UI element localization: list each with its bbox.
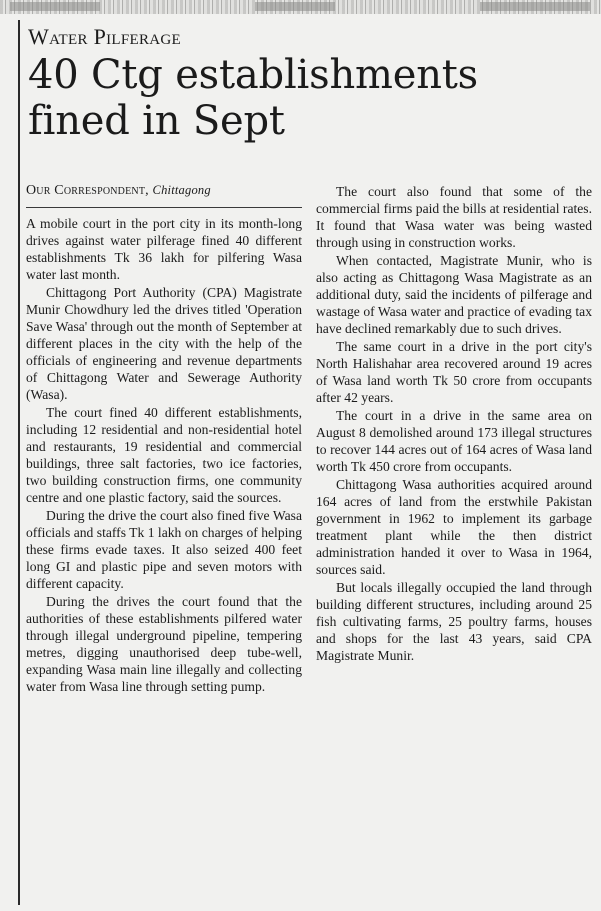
paragraph: Chittagong Wasa authorities acquired around 164 acres of land from the erstwhile Pakistan government in 1962 to implement its garbage treatment plant while the then district administration handed it over to Wasa in 1964, sources said. (316, 477, 592, 577)
paragraph: A mobile court in the port city in its month-long drives against water pilferage fined 40 different establishments Tk 36 lakh for pilfering Wasa water last month. (26, 216, 302, 282)
byline-author: Our Correspondent, (26, 183, 149, 198)
article-body (26, 182, 592, 696)
article-kicker: Water Pilferage (28, 24, 181, 49)
paragraph: The court fined 40 different establishments, including 12 residential and non-residential hotel and restaurants, 19 residential and commercial buildings, three salt factories, two ice factories, two building construction firms, one community centre and one plastic factory, said the sources. (26, 405, 302, 505)
article-column-right (316, 182, 592, 696)
paragraph: When contacted, Magistrate Munir, who is also acting as Chittagong Wasa Magistrate as an additional duty, said the incidents of pilferage and wastage of Wasa water and practice of evading tax have declined remarkably due to such drives. (316, 253, 592, 336)
byline-divider (26, 207, 302, 208)
paragraph: The same court in a drive in the port city's North Halishahar area recovered around 19 acres of Wasa land worth Tk 50 crore from occupants after 42 years. (316, 339, 592, 405)
paragraph: But locals illegally occupied the land through building different structures, including around 25 fish cultivating farms, 25 poultry farms, houses and shops for the last 43 years, said CPA Magistrate Munir. (316, 580, 592, 663)
paragraph: The court also found that some of the commercial firms paid the bills at residential rates. It found that Wasa water was being wasted through using in construction works. (316, 184, 592, 250)
scan-edge-mark (10, 2, 100, 11)
paragraph: During the drive the court also fined five Wasa officials and staffs Tk 1 lakh on charges of helping these firms evade taxes. It also seized 400 feet long GI and plastic pipe and seven motors with different capacity. (26, 508, 302, 591)
headline-line-1: 40 Ctg establishments (28, 52, 478, 98)
scan-edge-mark (480, 2, 590, 11)
paragraph: During the drives the court found that the authorities of these establishments pilfered water through illegal underground pipeline, tempering metres, digging unauthorised deep tube-well, expanding Wasa main line illegally and collecting water from Wasa line through setting pump. (26, 594, 302, 694)
paragraph: Chittagong Port Authority (CPA) Magistrate Munir Chowdhury led the drives titled 'Operation Save Wasa' through out the month of September at different places in the city with the help of the officials of engineering and revenue departments of Chittagong Water and Sewerage Authority (Wasa). (26, 285, 302, 402)
scan-edge-mark (255, 2, 335, 11)
headline-line-2: fined in Sept (28, 98, 285, 144)
article-column-left (26, 182, 302, 696)
paragraph: The court in a drive in the same area on August 8 demolished around 173 illegal structures to recover 144 acres out of 164 acres of Wasa land worth Tk 450 crore from occupants. (316, 408, 592, 474)
article-headline (28, 52, 592, 144)
byline-location: Chittagong (152, 183, 211, 197)
byline (26, 182, 302, 199)
